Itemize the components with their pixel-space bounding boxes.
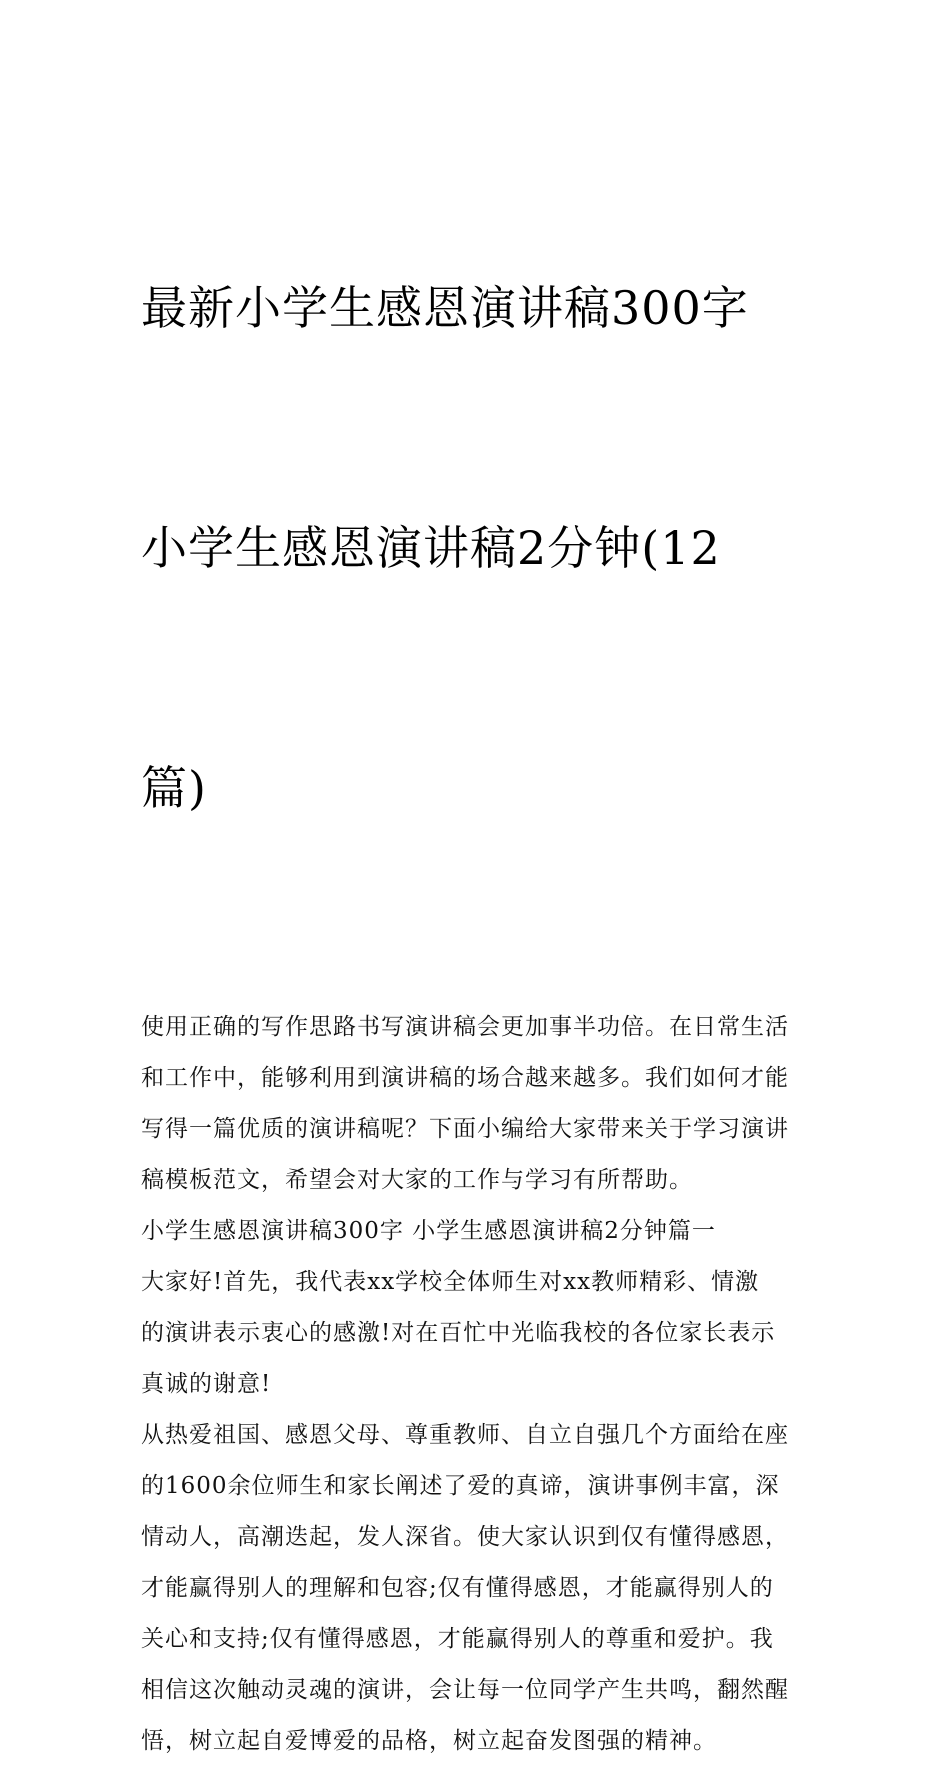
greeting-paragraph: 大家好!首先，我代表xx学校全体师生对xx教师精彩、情激 的演讲表示衷心的感激!对在百忙中光临我校的各位家长表示 真诚的谢意! (141, 1269, 776, 1397)
document-body (141, 108, 813, 1767)
body-paragraph: 从热爱祖国、感恩父母、尊重教师、自立自强几个方面给在座 的1600余位师生和家长阐述了爱的真谛，演讲事例丰富，深 情动人，高潮迭起，发人深省。使大家认识到仅有懂得感恩， 才能赢得别人的理解和包容;仅有懂得感恩，才能赢得别人的 关心和支持;仅有懂得感恩，才能赢得别人的尊重和爱护。我 相信这次触动灵魂的演讲，会让每一位同学产生共鸣，翻然醒 悟，树立起自爱博爱的品格，树立起奋发图强的精神。 (141, 1422, 789, 1754)
title-line: 最新小学生感恩演讲稿300字 (141, 281, 749, 335)
title-line: 小学生感恩演讲稿2分钟(12 (141, 521, 721, 575)
section-heading: 小学生感恩演讲稿300字 小学生感恩演讲稿2分钟篇一 (141, 1218, 716, 1244)
title-line: 篇) (141, 761, 207, 815)
document-title (141, 108, 813, 988)
intro-paragraph: 使用正确的写作思路书写演讲稿会更加事半功倍。在日常生活 和工作中，能够利用到演讲稿的场合越来越多。我们如何才能 写得一篇优质的演讲稿呢？下面小编给大家带来关于学习演讲 稿模板范文，希望会对大家的工作与学习有所帮助。 (141, 1014, 789, 1193)
